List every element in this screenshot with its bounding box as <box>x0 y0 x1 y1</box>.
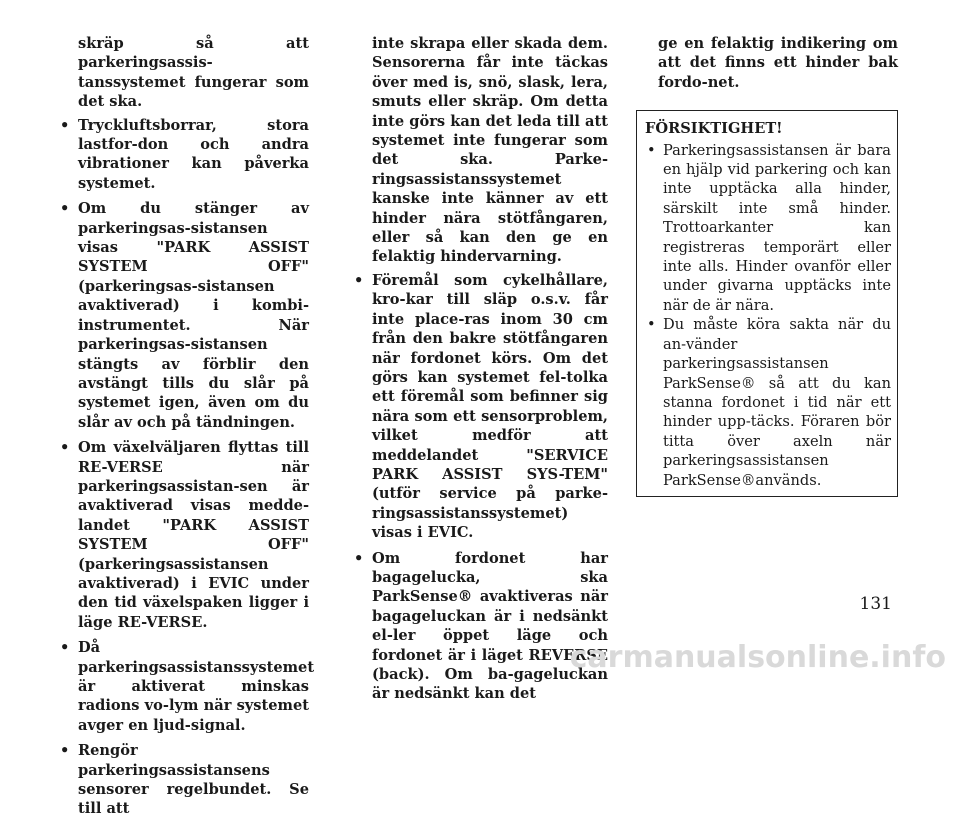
bullet-icon: • <box>354 271 364 289</box>
bullet-icon: • <box>60 742 70 760</box>
list-item-text: Om fordonet har bagagelucka, ska ParkSense® avaktiveras när bagageluckan är i nedsänkt el-ler öppet läge och fordonet är i läget REVERSE (back). Om ba-gageluckan är nedsänkt kan det <box>372 549 608 703</box>
list-item <box>350 271 608 543</box>
caution-heading: FÖRSIKTIGHET! <box>645 120 783 138</box>
list-item-text: Rengör parkeringsassistansens sensorer regelbundet. Se till att <box>78 742 309 818</box>
list-item-text: Då parkeringsassistanssystemet är aktiverat minskas radions vo-lym när systemet avger en ljud-signal. <box>78 639 315 734</box>
page-number: 131 <box>859 594 892 614</box>
bullet-icon: • <box>647 141 656 159</box>
list-item <box>350 549 608 704</box>
bullet-icon: • <box>60 200 70 218</box>
caution-box <box>636 110 898 497</box>
bullet-icon: • <box>60 116 70 134</box>
bullet-icon: • <box>647 316 656 334</box>
caution-list <box>645 141 891 490</box>
list-item-text: Tryckluftsborrar, stora lastfor-don och andra vibrationer kan påverka systemet. <box>78 116 309 192</box>
bullet-icon: • <box>60 439 70 457</box>
continued-paragraph: inte skrapa eller skada dem. Sensorerna får inte täckas över med is, snö, slask, lera, smuts eller skräp. Om detta inte görs kan det leda till att systemet inte fungerar som det ska. Parke-ringsassistanssystemet kanske inte känner av ett hinder nära stötfångaren, eller så kan den ge en felaktig hindervarning. <box>372 35 608 266</box>
list-item-text: Om du stänger av parkeringsas-sistansen visas "PARK ASSIST SYSTEM OFF" (parkeringsas-sistansen avaktiverad) i kombi-instrumentet. När parkeringsas-sistansen stängts av förblir den avstängt tills du slår på systemet igen, även om du slår av och på tändningen. <box>78 200 309 431</box>
bullet-list <box>56 116 315 819</box>
continued-paragraph: skräp så att parkeringsassis-tanssystemet fungerar som det ska. <box>78 35 309 111</box>
text-column-3 <box>636 34 898 497</box>
list-item <box>56 741 309 819</box>
watermark: carmanualsonline.info <box>569 640 946 675</box>
list-item <box>56 638 315 735</box>
list-item-text: Du måste köra sakta när du an-vänder parkeringsassistansen ParkSense® så att du kan stanna fordonet i tid när ett hinder upp-täcks. Föraren bör titta över axeln när parkeringsassistansen ParkSense®används. <box>663 316 891 489</box>
list-item-text: Om växelväljaren flyttas till RE-VERSE när parkeringsassistan-sen är avaktiverad visas medde-landet "PARK ASSIST SYSTEM OFF" (parkeringsassistansen avaktiverad) i EVIC under den tid växelspaken ligger i läge RE-VERSE. <box>78 439 309 631</box>
list-item <box>56 199 309 432</box>
list-item <box>645 315 891 490</box>
bullet-list <box>350 271 608 704</box>
bullet-icon: • <box>60 639 70 657</box>
list-item-text: Parkeringsassistansen är bara en hjälp vid parkering och kan inte upptäcka alla hinder, särskilt inte små hinder. Trottoarkanter kan registreras temporärt eller inte alls. Hinder ovanför eller under givarna upptäcks inte när de är nära. <box>663 141 891 314</box>
list-item <box>56 116 309 194</box>
list-item <box>56 438 309 632</box>
list-item <box>645 141 891 316</box>
list-item-text: Föremål som cykelhållare, kro-kar till släp o.s.v. får inte place-ras inom 30 cm från den bakre stötfångaren när fordonet körs. Om det görs kan systemet fel-tolka ett föremål som befinner sig nära som ett sensorproblem, vilket medför att meddelandet "SERVICE PARK ASSIST SYS-TEM" (utför service på parke-ringsassistanssystemet) visas i EVIC. <box>372 271 608 542</box>
text-column-2 <box>350 34 608 710</box>
bullet-icon: • <box>354 549 364 567</box>
text-column-1 <box>56 34 315 825</box>
continued-paragraph: ge en felaktig indikering om att det finns ett hinder bak fordo-net. <box>658 35 898 91</box>
